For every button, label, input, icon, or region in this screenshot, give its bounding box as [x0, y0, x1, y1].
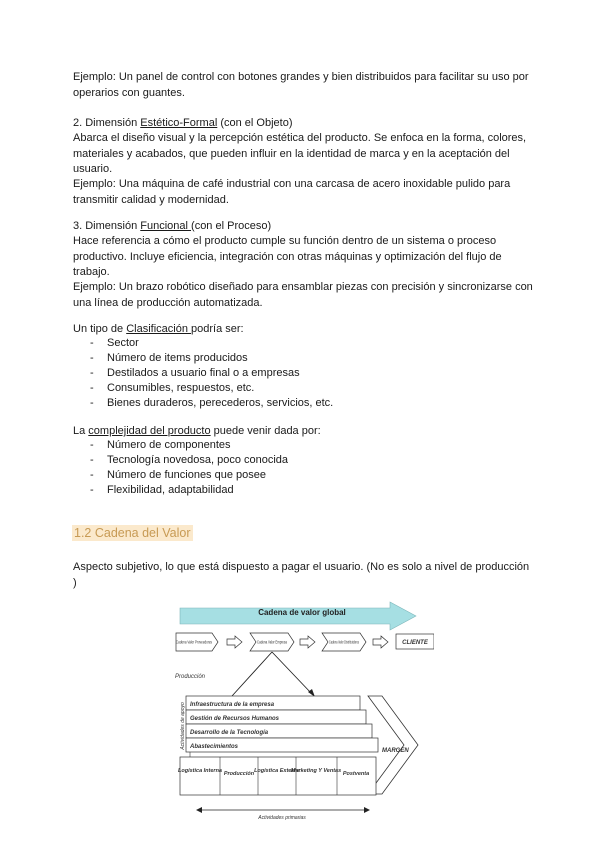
list-item: - Flexibilidad, adaptabilidad: [90, 483, 288, 498]
primary-activity-label: Postventa: [342, 771, 370, 777]
list-item: - Sector: [90, 336, 333, 351]
aesthetic-example: Ejemplo: Una máquina de café industrial con una carcasa de acero inoxidable pulido para transmitir calidad y modernidad.: [73, 178, 511, 206]
section-heading: 1.2 Cadena del Valor: [74, 526, 191, 540]
list-item: - Número de componentes: [90, 438, 288, 453]
providers-label: Cadena Valor Proveedores: [176, 639, 213, 645]
global-title: Cadena de valor global: [258, 608, 346, 617]
company-label: Cadena Valor Empresa: [257, 639, 288, 645]
classification-list: [90, 336, 333, 411]
complexity-title-prefix: La: [73, 425, 89, 437]
primary-span-arrowhead-left: [196, 807, 202, 813]
aesthetic-title-suffix: (con el Objeto): [217, 117, 293, 129]
complexity-list: [90, 438, 288, 498]
list-item: - Número de funciones que posee: [90, 468, 288, 483]
primary-activity-label: Marketing Y Ventas: [290, 768, 342, 774]
classification-title-suffix: podría ser:: [191, 323, 244, 335]
ergonomic-example: Ejemplo: Un panel de control con botones grandes y bien distribuidos para facilitar su uso por operarios con guantes.: [73, 71, 529, 99]
primary-activity-label: [343, 771, 369, 777]
functional-example: Ejemplo: Un brazo robótico diseñado para ensamblar piezas con precisión y sincronizarse con una línea de producción automatizada.: [73, 281, 533, 309]
list-item: - Tecnología novedosa, poco conocida: [90, 453, 288, 468]
primary-activity-label: [224, 771, 255, 777]
production-label: Producción: [175, 674, 206, 680]
primary-activity-label: [291, 768, 341, 774]
primary-activity-label: Logística Externa: [254, 768, 300, 774]
primary-label: Actividades primarias: [258, 815, 306, 821]
client-label: CLIENTE: [402, 640, 428, 646]
aesthetic-title-prefix: 2. Dimensión: [73, 117, 141, 129]
classification-link: Clasificación: [126, 323, 192, 335]
arrow-3: [373, 636, 388, 648]
functional-title-prefix: 3. Dimensión: [73, 220, 141, 232]
primary-activity-label: Producción: [223, 771, 255, 777]
expand-line-right: [272, 652, 312, 694]
complexity-title-suffix: puede venir dada por:: [210, 425, 321, 437]
aesthetic-body: Abarca el diseño visual y la percepción estética del producto. Se enfoca en la forma, colores, materiales y acabados, que pueden influir en la identidad de marca y en la aceptación del usuario.: [73, 132, 527, 175]
support-row-3-label: Desarrollo de la Tecnología: [190, 730, 269, 736]
arrow-2: [300, 636, 315, 648]
primary-activity-label: [178, 768, 222, 774]
support-label: Actividades de apoyo: [180, 702, 186, 750]
functional-link: Funcional: [140, 220, 192, 232]
value-chain-diagram: [172, 600, 434, 822]
value-intro: Aspecto subjetivo, lo que está dispuesto a pagar el usuario. (No es solo a nivel de producción ): [73, 561, 530, 589]
complexity-link: complejidad del producto: [88, 425, 211, 437]
functional-body: Hace referencia a cómo el producto cumple su función dentro de un sistema o proceso productivo. Incluye eficiencia, integración con otras máquinas y optimización del flujo de trabajo.: [73, 235, 502, 278]
support-row-2-label: Gestión de Recursos Humanos: [190, 716, 280, 722]
primary-span-arrowhead-right: [364, 807, 370, 813]
list-item: - Número de items producidos: [90, 351, 333, 366]
aesthetic-title: [73, 116, 533, 132]
list-item: - Destilados a usuario final o a empresas: [90, 366, 333, 381]
support-row-1-label: Infraestructura de la empresa: [190, 702, 275, 708]
margin-label: MARGEN: [382, 748, 409, 754]
distributors-label: Cadena Valor Distribuidores: [329, 639, 360, 645]
aesthetic-link: Estético-Formal: [140, 117, 218, 129]
list-item: - Bienes duraderos, perecederos, servicios, etc.: [90, 396, 333, 411]
functional-title: [73, 219, 533, 235]
primary-activity-label: Logística Interna: [177, 768, 223, 774]
arrow-1: [227, 636, 242, 648]
expand-line-left: [232, 652, 272, 696]
functional-title-suffix: (con el Proceso): [191, 220, 272, 232]
list-item: - Consumibles, respuestos, etc.: [90, 381, 333, 396]
support-row-4-label: Abastecimientos: [190, 744, 239, 750]
classification-title-prefix: Un tipo de: [73, 323, 127, 335]
